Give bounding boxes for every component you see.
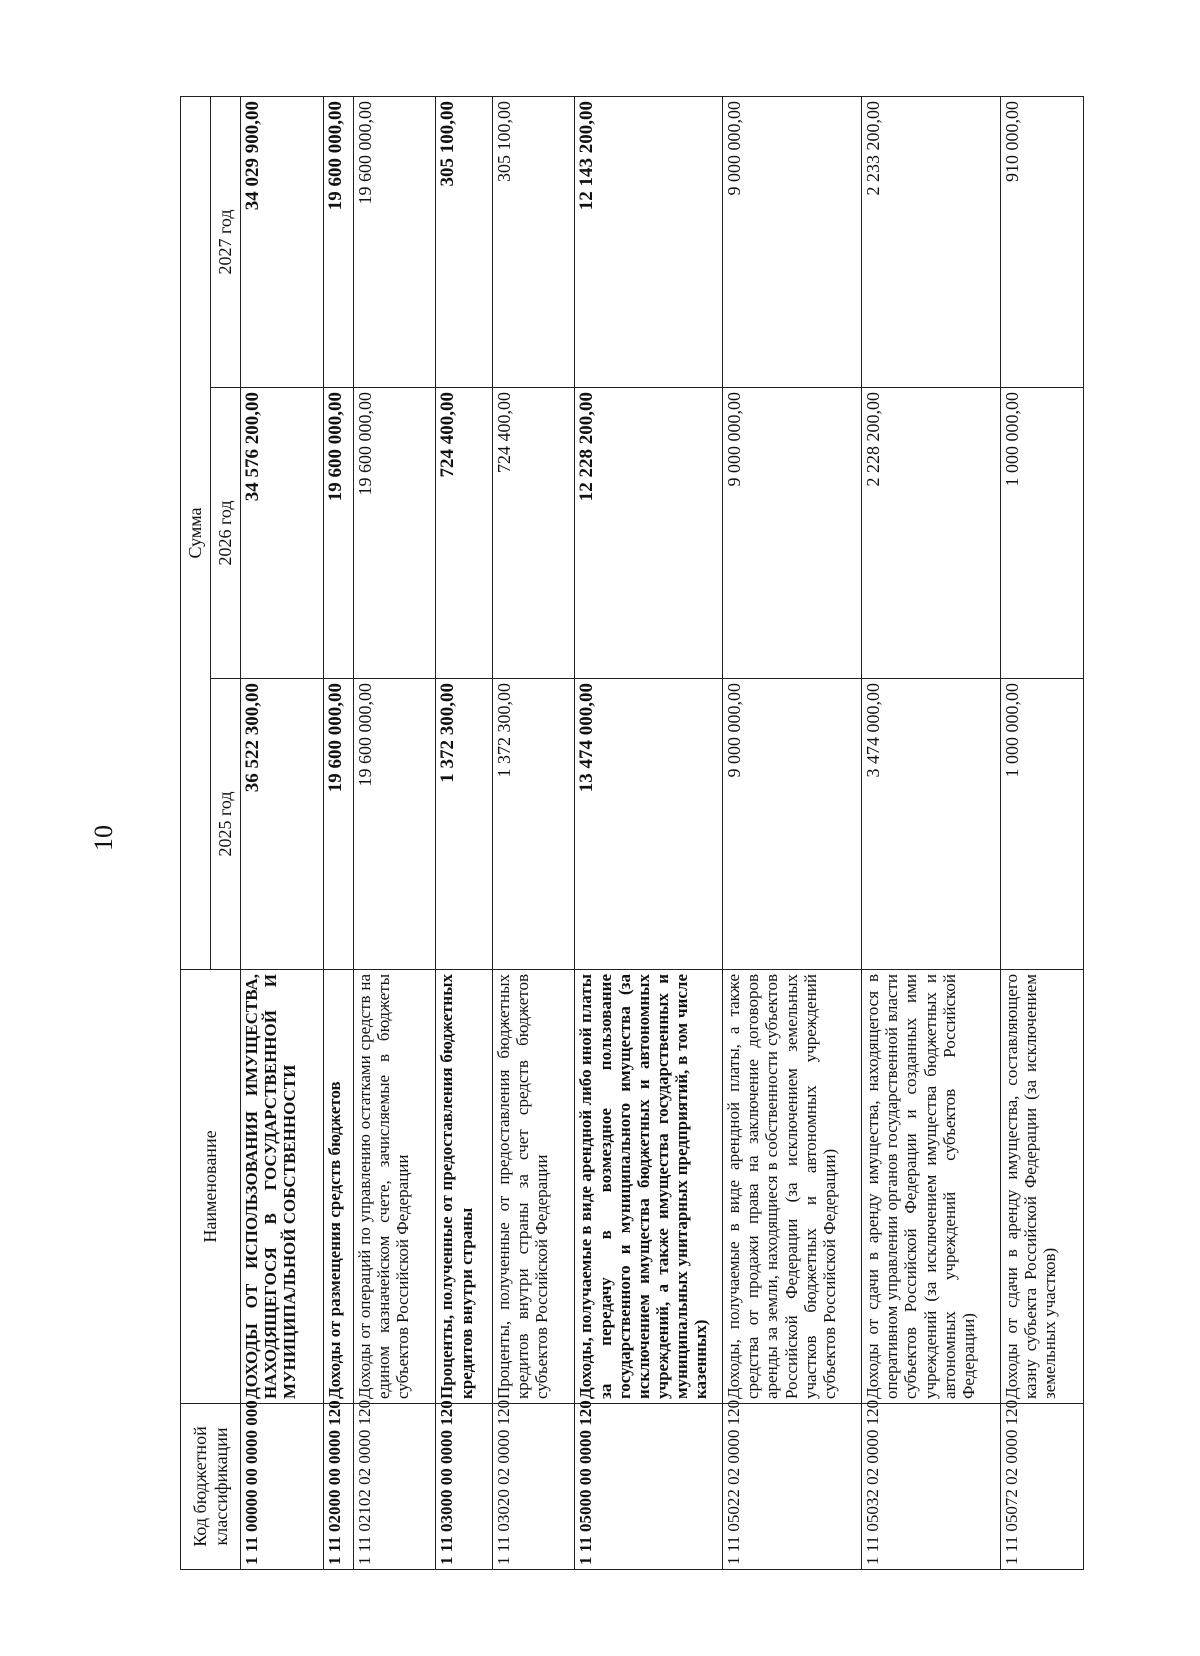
row-code: 1 11 05072 02 0000 120 bbox=[1001, 1404, 1084, 1570]
row-amount-2025: 13 474 000,00 bbox=[575, 679, 723, 970]
table-body bbox=[241, 96, 1084, 1569]
row-amount-2026: 19 600 000,00 bbox=[323, 388, 353, 679]
budget-table bbox=[180, 96, 1084, 1570]
row-name: Доходы, получаемые в виде арендной либо иной платы за передачу в возмездное пользование государственного и муниципального имущества (за исключением имущества бюджетных и автономных учреждений, а также имущества государственных и муниципальных унитарных предприятий, в том числе казенных) bbox=[575, 970, 723, 1404]
table-row bbox=[862, 96, 1001, 1569]
row-amount-2025: 1 372 300,00 bbox=[492, 679, 575, 970]
row-name: Доходы от сдачи в аренду имущества, находящегося в оперативном управлении органов государственной власти субъектов Российской Федерации и созданных ими учреждений (за исключением имущества бюджетных и автономных учреждений субъектов Российской Федерации) bbox=[862, 970, 1001, 1404]
row-amount-2027: 910 000,00 bbox=[1001, 96, 1084, 387]
row-amount-2027: 305 100,00 bbox=[436, 96, 492, 387]
row-amount-2025: 1 000 000,00 bbox=[1001, 679, 1084, 970]
row-amount-2025: 9 000 000,00 bbox=[723, 679, 862, 970]
row-code: 1 11 05022 02 0000 120 bbox=[723, 1404, 862, 1570]
row-amount-2026: 12 228 200,00 bbox=[575, 388, 723, 679]
row-amount-2027: 19 600 000,00 bbox=[353, 96, 436, 387]
table-row bbox=[492, 96, 575, 1569]
row-name: Доходы от сдачи в аренду имущества, составляющего казну субъекта Российской Федерации (за исключением земельных участков) bbox=[1001, 970, 1084, 1404]
table-row bbox=[575, 96, 723, 1569]
row-code: 1 11 02000 00 0000 120 bbox=[323, 1404, 353, 1570]
table-row bbox=[353, 96, 436, 1569]
row-name: Доходы от размещения средств бюджетов bbox=[323, 970, 353, 1404]
header-sum: Сумма bbox=[181, 96, 211, 969]
row-code: 1 11 03000 00 0000 120 bbox=[436, 1404, 492, 1570]
page-number: 10 bbox=[89, 825, 118, 851]
row-amount-2025: 3 474 000,00 bbox=[862, 679, 1001, 970]
row-code: 1 11 05032 02 0000 120 bbox=[862, 1404, 1001, 1570]
table-row bbox=[1001, 96, 1084, 1569]
row-amount-2027: 2 233 200,00 bbox=[862, 96, 1001, 387]
row-amount-2026: 724 400,00 bbox=[436, 388, 492, 679]
row-name: ДОХОДЫ ОТ ИСПОЛЬЗОВАНИЯ ИМУЩЕСТВА, НАХОДЯЩЕГОСЯ В ГОСУДАРСТВЕННОЙ И МУНИЦИПАЛЬНОЙ СОБСТВЕННОСТИ bbox=[241, 970, 324, 1404]
table-row bbox=[323, 96, 353, 1569]
row-code: 1 11 00000 00 0000 000 bbox=[241, 1404, 324, 1570]
row-name: Доходы, получаемые в виде арендной платы, а также средства от продажи права на заключение договоров аренды за земли, находящиеся в собственности субъектов Российской Федерации (за исключением земельных участков бюджетных и автономных учреждений субъектов Российской Федерации) bbox=[723, 970, 862, 1404]
row-code: 1 11 02102 02 0000 120 bbox=[353, 1404, 436, 1570]
row-amount-2026: 9 000 000,00 bbox=[723, 388, 862, 679]
table-row bbox=[723, 96, 862, 1569]
header-name: Наименование bbox=[181, 970, 241, 1404]
row-amount-2026: 34 576 200,00 bbox=[241, 388, 324, 679]
row-name: Проценты, полученные от предоставления бюджетных кредитов внутри страны за счет средств бюджетов субъектов Российской Федерации bbox=[492, 970, 575, 1404]
row-amount-2025: 19 600 000,00 bbox=[353, 679, 436, 970]
row-amount-2027: 19 600 000,00 bbox=[323, 96, 353, 387]
row-amount-2027: 12 143 200,00 bbox=[575, 96, 723, 387]
row-amount-2025: 19 600 000,00 bbox=[323, 679, 353, 970]
header-year-2026: 2026 год bbox=[211, 388, 241, 679]
budget-table-container bbox=[180, 96, 1084, 1570]
row-amount-2025: 36 522 300,00 bbox=[241, 679, 324, 970]
row-code: 1 11 05000 00 0000 120 bbox=[575, 1404, 723, 1570]
header-code: Код бюджетной классификации bbox=[181, 1404, 241, 1570]
row-code: 1 11 03020 02 0000 120 bbox=[492, 1404, 575, 1570]
row-name: Доходы от операций по управлению остатками средств на едином казначейском счете, зачисляемые в бюджеты субъектов Российской Федерации bbox=[353, 970, 436, 1404]
budget-table-rotated bbox=[180, 96, 1084, 1570]
row-amount-2026: 19 600 000,00 bbox=[353, 388, 436, 679]
table-header-row bbox=[181, 96, 211, 1569]
row-amount-2026: 1 000 000,00 bbox=[1001, 388, 1084, 679]
row-name: Проценты, полученные от предоставления бюджетных кредитов внутри страны bbox=[436, 970, 492, 1404]
table-row bbox=[241, 96, 324, 1569]
header-year-2027: 2027 год bbox=[211, 96, 241, 387]
row-amount-2026: 2 228 200,00 bbox=[862, 388, 1001, 679]
row-amount-2025: 1 372 300,00 bbox=[436, 679, 492, 970]
table-row bbox=[436, 96, 492, 1569]
row-amount-2027: 34 029 900,00 bbox=[241, 96, 324, 387]
header-year-2025: 2025 год bbox=[211, 679, 241, 970]
row-amount-2027: 305 100,00 bbox=[492, 96, 575, 387]
row-amount-2027: 9 000 000,00 bbox=[723, 96, 862, 387]
row-amount-2026: 724 400,00 bbox=[492, 388, 575, 679]
